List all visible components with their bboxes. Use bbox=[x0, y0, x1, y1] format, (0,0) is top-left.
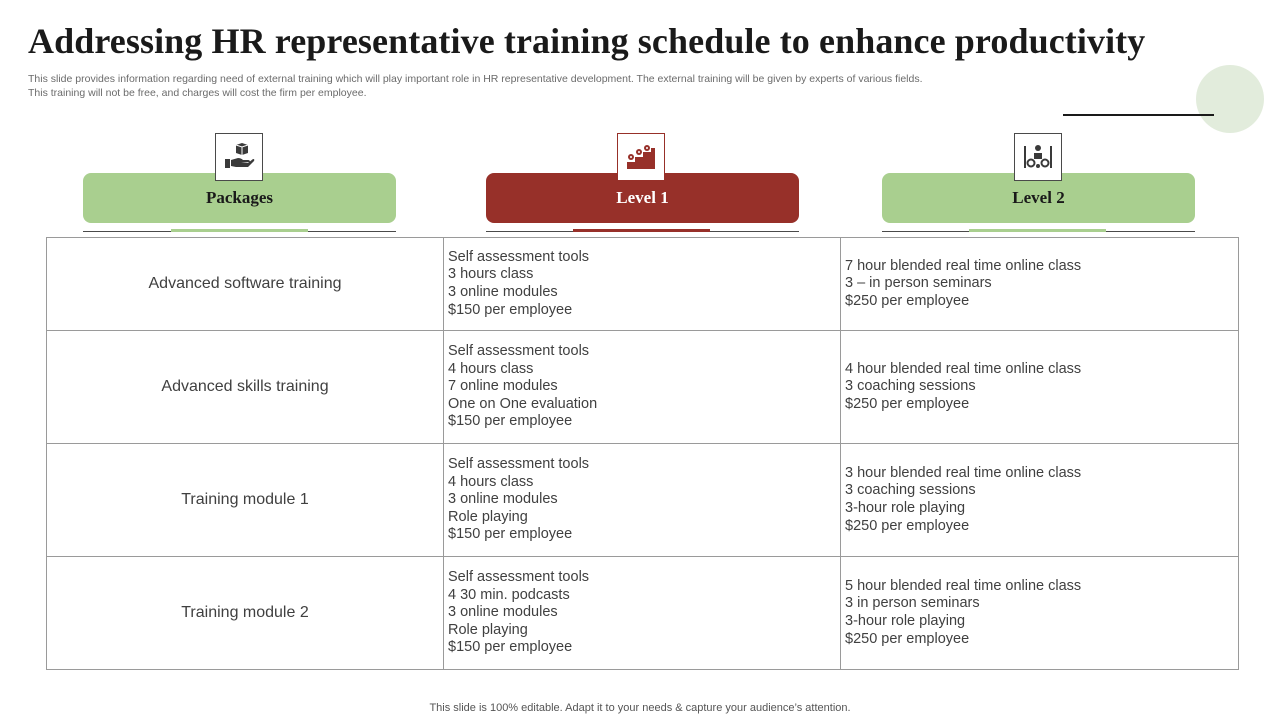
level-1-item: 4 hours class bbox=[448, 360, 534, 377]
level-2-item: $250 per employee bbox=[845, 292, 970, 309]
decorative-line bbox=[1063, 114, 1214, 116]
header-packages-label: Packages bbox=[205, 188, 274, 207]
level-1-item: 4 hours class bbox=[448, 473, 534, 490]
level-2-cell bbox=[841, 331, 1239, 444]
level-1-item: Self assessment tools bbox=[448, 569, 590, 586]
level-2-item: $250 per employee bbox=[845, 517, 970, 534]
header-level-1-label: Level 1 bbox=[616, 188, 669, 207]
level-1-item: One on One evaluation bbox=[448, 395, 598, 412]
description-line-1: This slide provides information regarding need of external training which will play important role in HR representative development. The external training will be given by experts of various fields. bbox=[28, 73, 923, 85]
level-2-underline-accent bbox=[969, 229, 1106, 232]
staircase-chart-icon bbox=[617, 133, 665, 181]
level-2-item: 3 – in person seminars bbox=[845, 275, 992, 292]
package-cell: Advanced skills training bbox=[47, 331, 444, 444]
level-2-item: 3-hour role playing bbox=[845, 613, 966, 629]
package-cell: Training module 2 bbox=[47, 557, 444, 670]
level-1-cell bbox=[444, 238, 841, 331]
level-1-item: 3 online modules bbox=[448, 491, 558, 508]
level-2-item: 4 hour blended real time online class bbox=[845, 360, 1082, 377]
level-2-item: 3 in person seminars bbox=[845, 595, 980, 612]
description-line-2: This training will not be free, and charges will cost the firm per employee. bbox=[28, 87, 367, 99]
level-1-item: $150 per employee bbox=[448, 301, 573, 318]
table-row bbox=[47, 557, 1239, 670]
package-cell: Training module 1 bbox=[47, 444, 444, 557]
level-1-item: 3 online modules bbox=[448, 604, 558, 621]
level-1-item: Self assessment tools bbox=[448, 248, 590, 265]
level-2-item: 3 hour blended real time online class bbox=[845, 464, 1082, 481]
level-2-cell bbox=[841, 557, 1239, 670]
decorative-circle bbox=[1196, 65, 1264, 133]
page-description bbox=[28, 72, 1108, 100]
table-row bbox=[47, 331, 1239, 444]
level-2-item: 7 hour blended real time online class bbox=[845, 257, 1082, 274]
people-settings-icon bbox=[1014, 133, 1062, 181]
level-1-item: $150 per employee bbox=[448, 526, 573, 543]
level-1-cell bbox=[444, 557, 841, 670]
level-2-cell bbox=[841, 238, 1239, 331]
level-2-item: $250 per employee bbox=[845, 395, 970, 412]
level-1-item: Role playing bbox=[448, 621, 528, 638]
level-2-item: 5 hour blended real time online class bbox=[845, 577, 1082, 594]
training-schedule-table bbox=[46, 237, 1239, 670]
level-1-underline-accent bbox=[573, 229, 710, 232]
level-2-item: 3 coaching sessions bbox=[845, 378, 976, 395]
hand-box-icon bbox=[215, 133, 263, 181]
package-cell: Advanced software training bbox=[47, 238, 444, 331]
level-1-item: Self assessment tools bbox=[448, 456, 590, 473]
level-1-item: 7 online modules bbox=[448, 378, 558, 395]
level-2-item: 3 coaching sessions bbox=[845, 482, 976, 499]
level-1-item: $150 per employee bbox=[448, 639, 573, 656]
level-1-cell bbox=[444, 331, 841, 444]
level-1-cell bbox=[444, 444, 841, 557]
page-title: Addressing HR representative training schedule to enhance productivity bbox=[28, 21, 1146, 61]
table-row bbox=[47, 238, 1239, 331]
level-2-item: 3-hour role playing bbox=[845, 500, 966, 516]
level-1-item: 4 30 min. podcasts bbox=[448, 586, 570, 603]
level-2-cell bbox=[841, 444, 1239, 557]
level-1-item: Role playing bbox=[448, 508, 528, 525]
level-2-item: $250 per employee bbox=[845, 630, 970, 647]
header-level-2-label: Level 2 bbox=[1012, 188, 1065, 207]
footer-note: This slide is 100% editable. Adapt it to your needs & capture your audience’s attention. bbox=[429, 702, 851, 714]
level-1-item: 3 online modules bbox=[448, 284, 558, 300]
table-row bbox=[47, 444, 1239, 557]
level-1-item: $150 per employee bbox=[448, 413, 573, 430]
level-1-item: Self assessment tools bbox=[448, 343, 590, 360]
packages-underline-accent bbox=[171, 229, 308, 232]
level-1-item: 3 hours class bbox=[448, 266, 534, 283]
